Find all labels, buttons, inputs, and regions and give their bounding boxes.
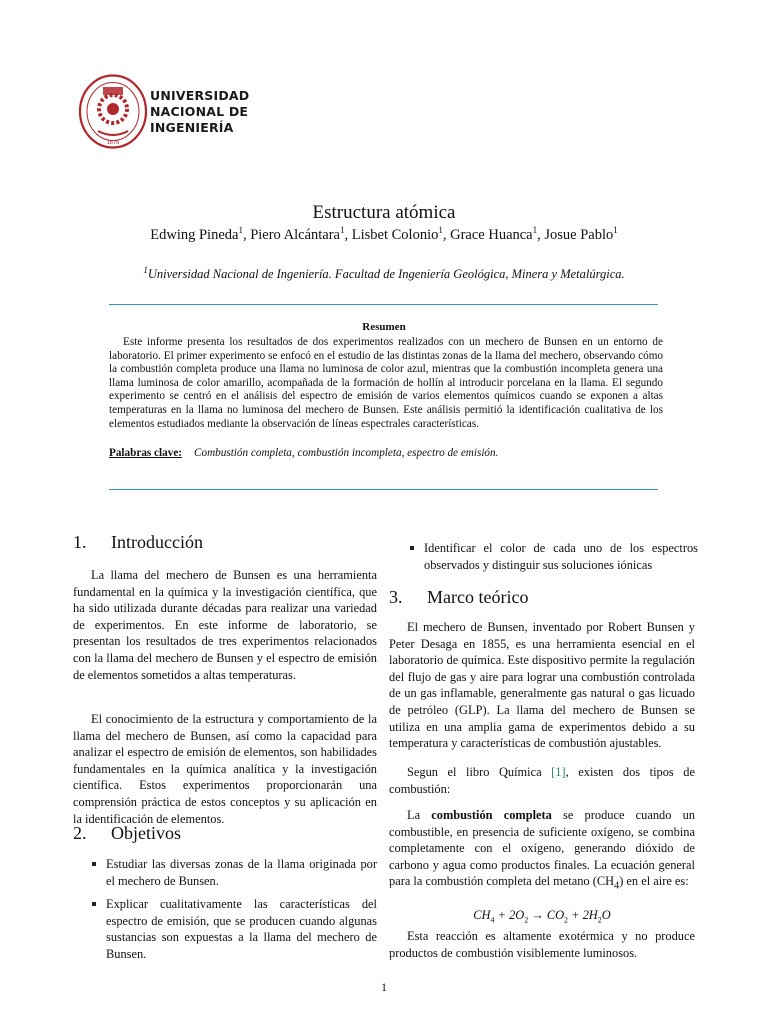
keywords <box>109 447 663 459</box>
theory-paragraph-1: El mechero de Bunsen, inventado por Robert Bunsen y Peter Desaga en 1855, es una herramienta esencial en el laboratorio de química. Este dispositivo permite la regulación del flujo de gas y aire para lograr una combustión controlada de un gas inflamable, generalmente gas natural o gas licuado de petróleo (GLP). La llama del mechero de Bunsen se utiliza en una amplia gama de experimentos debido a su temperatura y características de combustión ajustables. <box>389 620 695 751</box>
eq-term: + 2H <box>568 908 598 922</box>
author-name: Edwing Pineda <box>150 227 239 243</box>
section-heading-objetivos <box>73 823 181 844</box>
university-seal-logo <box>78 73 148 150</box>
theory-paragraph-3-text: La <box>407 808 432 822</box>
author-affiliation-mark: 1 <box>238 225 243 236</box>
page-number: 1 <box>381 980 387 994</box>
author-affiliation-mark: 1 <box>532 225 538 236</box>
intro-paragraph-2: El conocimiento de la estructura y comportamiento de la llama del mechero de Bunsen, así como la capacidad para analizar el espectro de emisión de elementos, son habilidades fundamentales en la química analítica y la investigación científica. Estos experimentos proporcionarán una comprensión práctica de estos conceptos y su aplicación en la identificación de elementos. <box>73 712 377 826</box>
bullet-text: Explicar cualitativamente las características del espectro de emisión, que se producen cuando algunas sustancias son expuestas a la llama del mechero de Bunsen. <box>106 897 377 961</box>
theory-paragraph-3-text: se produce cuando un combustible, en presencia de suficiente oxígeno, se combina completamente con el oxígeno, generando dióxido de carbono y agua como productos finales. La ecuación general para la combustión completa del metano (CH <box>389 808 695 889</box>
author-name: Grace Huanca <box>450 227 533 243</box>
intro-paragraph-1: La llama del mechero de Bunsen es una herramienta fundamental en la química y la investigación científica, que ha sido utilizada durante décadas para realizar una variedad de experimentos. En este informe de laboratorio, se presentan los resultados de tres experimentos relacionados con la llama del mechero de Bunsen y el espectro de emisión de elementos sometidos a altas temperaturas. <box>73 568 377 682</box>
term-complete-combustion: combustión completa <box>431 808 552 822</box>
objective-bullet <box>90 896 377 962</box>
eq-term: CO <box>546 908 565 922</box>
bullet-marker <box>92 902 96 906</box>
citation-link[interactable]: [1] <box>551 765 566 779</box>
section-number: 1. <box>73 532 87 552</box>
keywords-text: Combustión completa, combustión incompleta, espectro de emisión. <box>194 447 499 459</box>
author-list: Edwing Pineda$^1$, Piero Alcántara$^1$, Lisbet Colonio$^1$, Grace Huanca$^1$, Josue Pablo$^1$ <box>150 225 618 243</box>
bullet-text: Identificar el color de cada uno de los espectros observados y distinguir sus soluciones iónicas <box>424 541 698 572</box>
svg-text:1876: 1876 <box>106 140 120 146</box>
affiliation <box>0 264 768 282</box>
section-title: Objetivos <box>111 823 181 843</box>
section-heading-introduccion <box>73 532 203 553</box>
theory-paragraph-2-text: , existen dos tipos de combustión: <box>389 765 695 796</box>
eq-subscript: 4 <box>490 915 495 925</box>
eq-term: + 2O <box>494 908 525 922</box>
theory-paragraph-2 <box>389 764 695 797</box>
author-affiliation-mark: 1 <box>340 225 345 236</box>
eq-term: CH <box>473 908 491 922</box>
section-title: Marco teórico <box>427 587 529 607</box>
university-name-line: NACIONAL DE <box>150 104 249 119</box>
section-title: Introducción <box>111 532 203 552</box>
abstract-bottom-rule <box>109 489 658 490</box>
affiliation-mark: 1 <box>143 264 148 275</box>
author-name: Josue Pablo <box>544 227 614 243</box>
bullet-marker <box>410 546 414 550</box>
eq-subscript: 2 <box>564 915 569 925</box>
objective-bullet <box>90 856 377 889</box>
author-affiliation-mark: 1 <box>438 225 443 236</box>
abstract-heading: Resumen <box>362 321 406 333</box>
eq-subscript: 2 <box>597 915 602 925</box>
eq-term: O <box>601 908 611 922</box>
affiliation-text: Universidad Nacional de Ingeniería. Facultad de Ingeniería Geológica, Minera y Metalúrgica. <box>147 267 625 281</box>
objective-bullet <box>408 540 698 573</box>
keywords-label: Palabras clave: <box>109 447 183 459</box>
section-heading-marco-teorico <box>389 587 528 608</box>
abstract-top-rule <box>109 304 658 305</box>
section-number: 2. <box>73 823 87 843</box>
theory-paragraph-4: Esta reacción es altamente exotérmica y no produce productos de combustión visiblemente luminosos. <box>389 929 695 960</box>
paper-title: Estructura atómica <box>312 202 456 223</box>
university-name-line: UNIVERSIDAD <box>150 88 250 103</box>
author-name: Piero Alcántara <box>250 227 340 243</box>
section-number: 3. <box>389 587 403 607</box>
eq-subscript: 2 <box>524 915 529 925</box>
bullet-text: Estudiar las diversas zonas de la llama originada por el mechero de Bunsen. <box>106 857 377 888</box>
theory-paragraph-2-text: Segun el libro Química <box>407 765 552 779</box>
theory-paragraph-3 <box>389 807 695 895</box>
theory-paragraph-3-text: ) en el aire es: <box>619 874 689 889</box>
author-affiliation-mark: 1 <box>613 225 618 236</box>
university-name-line: INGENIERÍA <box>150 120 234 135</box>
university-name <box>150 88 249 136</box>
subscript: 4 <box>614 880 620 892</box>
author-name: Lisbet Colonio <box>351 227 439 243</box>
eq-arrow: → <box>528 908 547 922</box>
abstract-body: Este informe presenta los resultados de dos experimentos realizados con un mechero de Bunsen en un entorno de laboratorio. El primer experimento se enfocó en el estudio de las distintas zonas de la llama del mechero, observando cómo la combustión completa produce una llama no luminosa de color azul, mientras que la combustión incompleta genera una llama luminosa de color amarillo, acompañada de la formación de hollín al introducir porcelana en la llama. El segundo experimento se centró en el análisis del espectro de emisión de varios elementos químicos cuando se exponen a altas temperaturas en la llama no luminosa del mechero de Bunsen. Este análisis permitió la identificación cualitativa de los elementos estudiados mediante la observación de líneas espectrales características. <box>109 336 663 430</box>
bullet-marker <box>92 862 96 866</box>
combustion-equation <box>389 908 695 924</box>
